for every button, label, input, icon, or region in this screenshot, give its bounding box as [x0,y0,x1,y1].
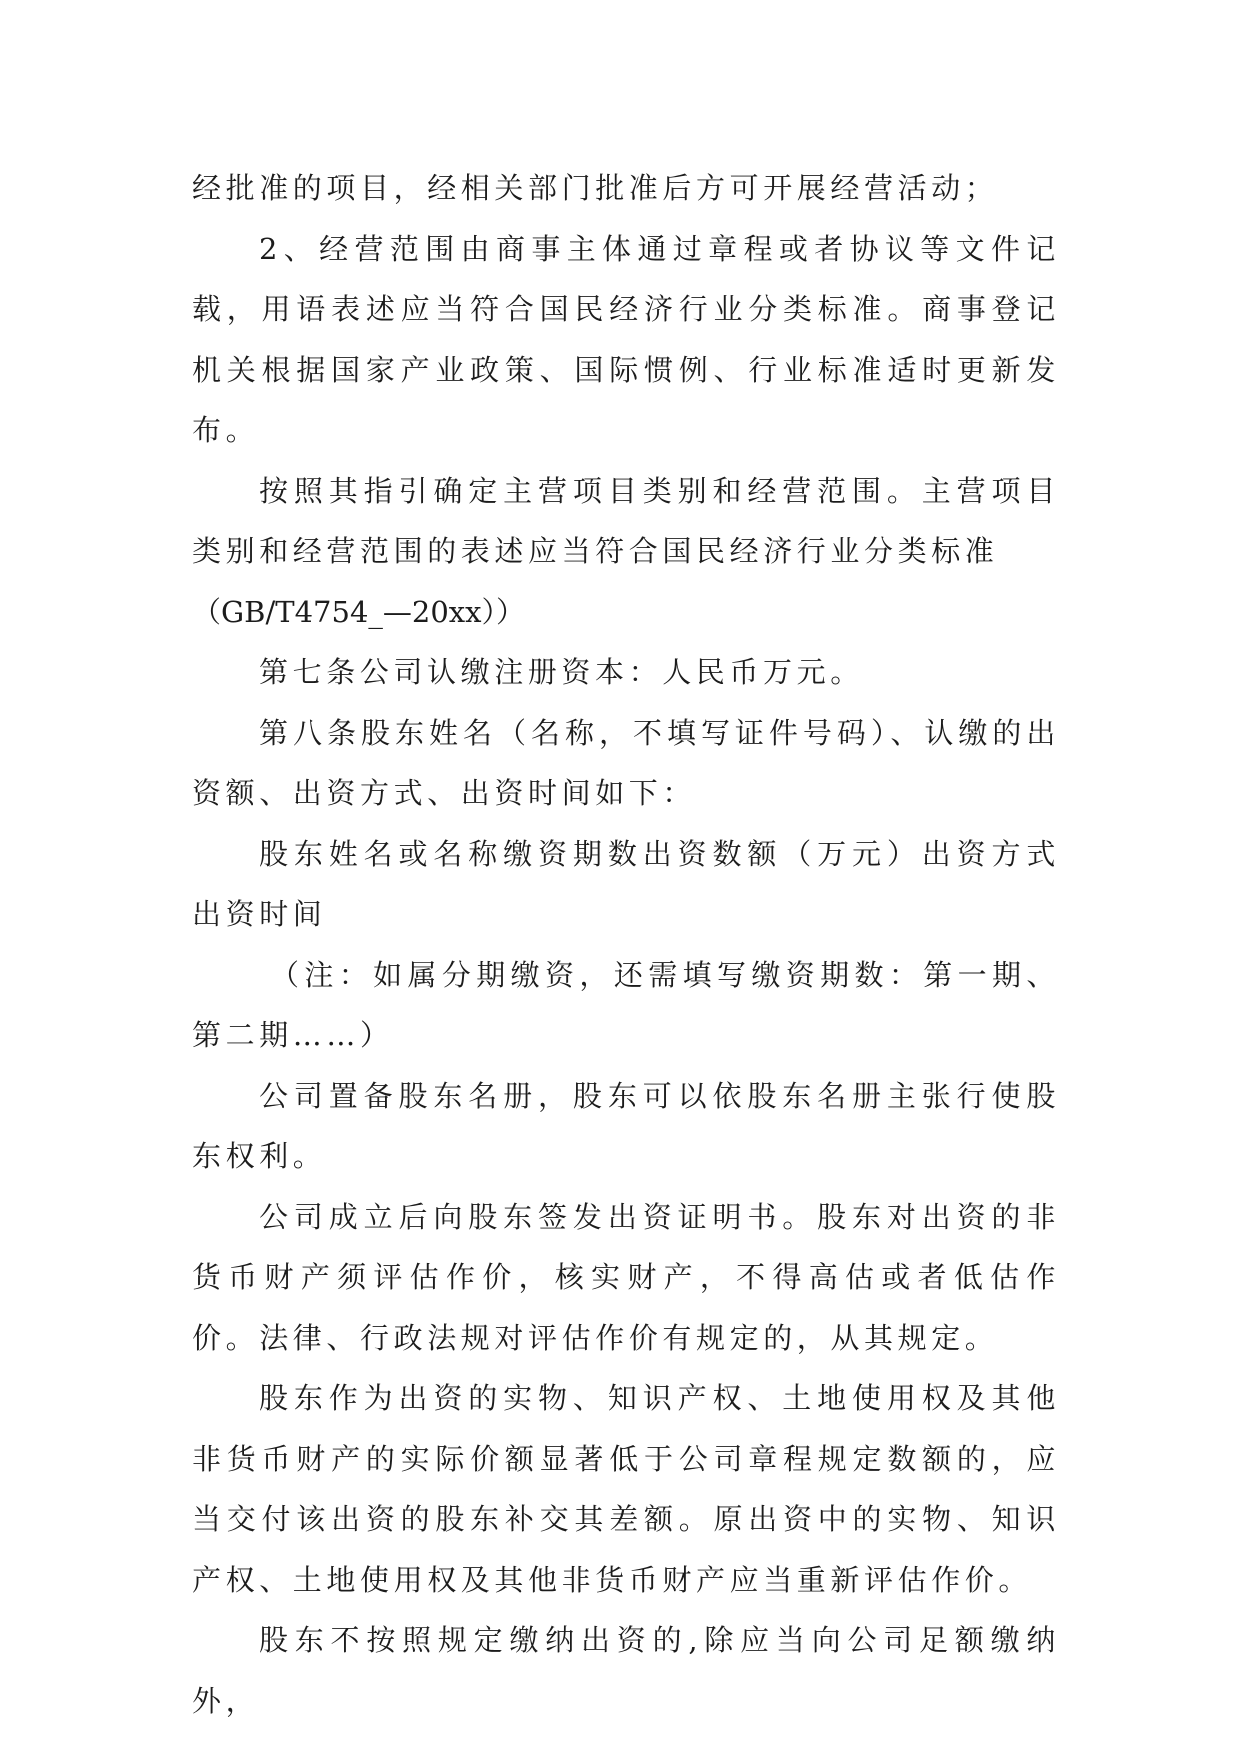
paragraph-article-7: 第七条公司认缴注册资本：人民币万元。 [259,655,864,689]
paragraph-non-monetary-assets: 股东作为出资的实物、知识产权、土地使用权及其他非货币财产的实际价额显著低于公司章程规定数额的，应当交付该出资的股东补交其差额。原出资中的实物、知识产权、土地使用权及其他非货币财产应当重新评估作价。 [192,1381,1060,1597]
paragraph-contribution-default: 股东不按照规定缴纳出资的,除应当向公司足额缴纳外， [192,1623,1060,1718]
paragraph-business-scope: 2、经营范围由商事主体通过章程或者协议等文件记载，用语表述应当符合国民经济行业分类标准。商事登记机关根据国家产业政策、国际惯例、行业标准适时更新发布。 [192,231,1060,447]
paragraph-shareholder-table-header: 股东姓名或名称缴资期数出资数额（万元）出资方式出资时间 [192,836,1060,931]
document-body [192,158,1060,1731]
paragraph-shareholder-register: 公司置备股东名册，股东可以依股东名册主张行使股东权利。 [192,1078,1060,1173]
paragraph-article-8: 第八条股东姓名（名称，不填写证件号码）、认缴的出资额、出资方式、出资时间如下： [192,715,1060,810]
paragraph-capital-certificate: 公司成立后向股东签发出资证明书。股东对出资的非货币财产须评估作价，核实财产，不得高估或者低估作价。法律、行政法规对评估作价有规定的，从其规定。 [192,1199,1060,1355]
paragraph-main-business-category: 按照其指引确定主营项目类别和经营范围。主营项目类别和经营范围的表述应当符合国民经济行业分类标准 [192,473,1060,568]
paragraph-standard-reference: （GB/T4754_—20xx）） [192,594,526,629]
paragraph-installment-note: （注：如属分期缴资，还需填写缴资期数：第一期、第二期……） [192,957,1060,1052]
paragraph-approved-projects: 经批准的项目，经相关部门批准后方可开展经营活动； [192,171,999,205]
